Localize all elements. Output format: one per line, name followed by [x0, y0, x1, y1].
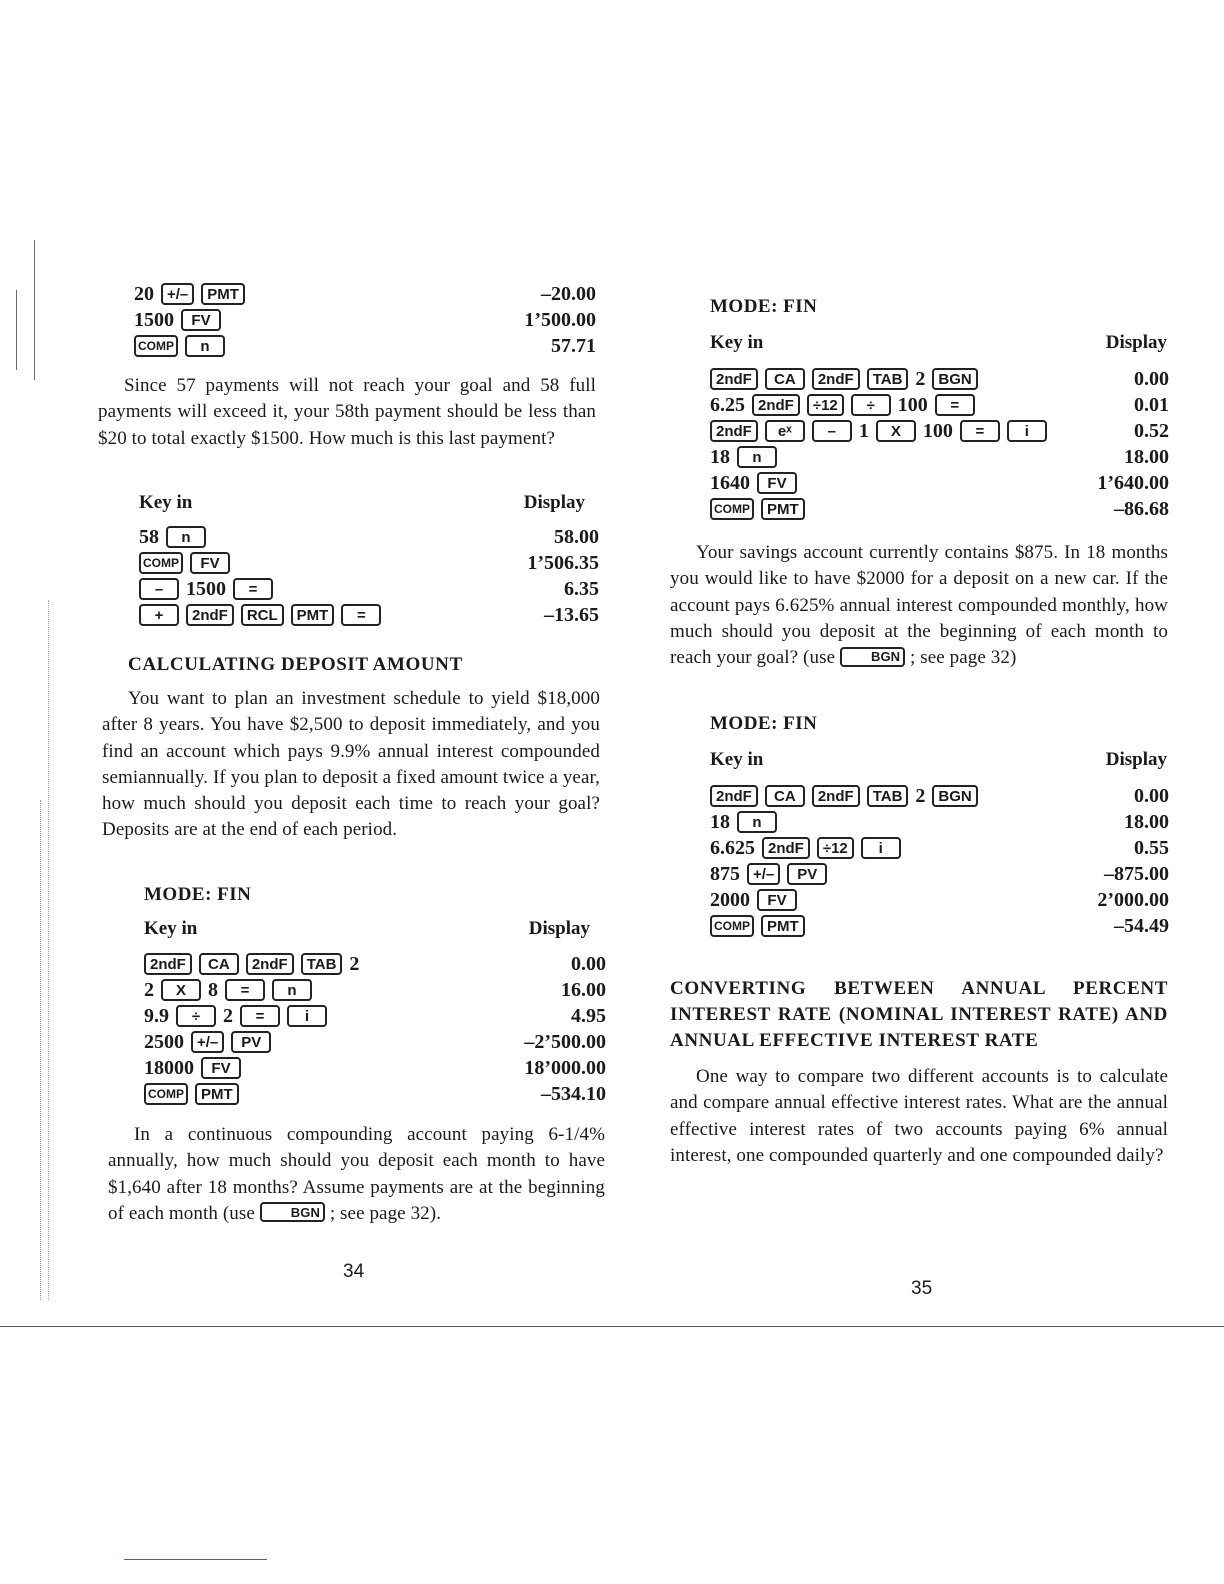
- calculator-key: PV: [231, 1031, 271, 1053]
- key-sequence: [134, 309, 221, 332]
- calculator-key: FV: [181, 309, 221, 331]
- calculator-key: COMP: [710, 498, 754, 520]
- key-sequence-row: [139, 602, 599, 628]
- key-sequence: [144, 979, 312, 1002]
- binding-edge-mark: [40, 800, 41, 1300]
- key-sequence-row: [144, 1029, 606, 1055]
- key-sequence-row: [139, 524, 599, 550]
- calculator-key: COMP: [144, 1083, 188, 1105]
- key-sequence-row: [710, 366, 1169, 392]
- right-table2-header: [710, 749, 1167, 771]
- calculator-key: TAB: [301, 953, 343, 975]
- calculator-key: X: [876, 420, 916, 442]
- display-value: 1’506.35: [527, 551, 599, 574]
- paragraph-text: In a continuous compounding account paying 6-1/4% annually, how much should you deposit each month to have $1,640 after 18 months? Assume payments are at the beginning of each month (use: [108, 1124, 605, 1224]
- key-sequence-row: [710, 809, 1169, 835]
- binding-edge-mark: [16, 290, 17, 370]
- left-table2-header: [144, 918, 590, 940]
- key-entry-number: 2: [223, 1004, 233, 1027]
- key-sequence-row: [144, 951, 606, 977]
- key-sequence-row: [710, 418, 1169, 444]
- key-sequence-row: [710, 470, 1169, 496]
- key-sequence: [144, 1057, 241, 1080]
- calculator-key: =: [240, 1005, 280, 1027]
- calculator-key: =: [935, 394, 975, 416]
- calculator-key: –: [139, 578, 179, 600]
- key-sequence-row: [134, 281, 596, 307]
- calculator-key: eˣ: [765, 420, 805, 442]
- key-entry-number: 1500: [134, 308, 174, 331]
- display-label: Display: [1105, 749, 1167, 770]
- display-value: 18’000.00: [524, 1056, 606, 1079]
- key-sequence: [710, 472, 797, 495]
- calculator-key: n: [272, 979, 312, 1001]
- key-sequence-row: [134, 307, 596, 333]
- left-table2-rows: [144, 951, 606, 1107]
- key-entry-number: 18: [710, 810, 730, 833]
- key-sequence-row: [139, 550, 599, 576]
- calculator-key: +: [139, 604, 179, 626]
- key-sequence: [139, 526, 206, 549]
- key-sequence: [144, 1083, 239, 1105]
- display-value: 57.71: [551, 334, 596, 357]
- calculator-key: CA: [199, 953, 239, 975]
- display-value: 18.00: [1124, 810, 1169, 833]
- calculator-key: PMT: [201, 283, 245, 305]
- calculator-key: COMP: [139, 552, 183, 574]
- key-sequence: [139, 578, 273, 601]
- display-value: –54.49: [1114, 914, 1169, 937]
- key-sequence: [710, 420, 1047, 443]
- key-sequence: [710, 863, 827, 886]
- key-sequence: [710, 498, 805, 520]
- calculator-key: PMT: [291, 604, 335, 626]
- right-table1-rows: [710, 366, 1169, 522]
- display-value: –86.68: [1114, 497, 1169, 520]
- calculator-key: =: [960, 420, 1000, 442]
- section-heading-deposit: CALCULATING DEPOSIT AMOUNT: [128, 654, 463, 675]
- display-value: 6.35: [564, 577, 599, 600]
- key-sequence: [139, 552, 230, 574]
- key-sequence: [134, 335, 225, 357]
- calculator-key: 2ndF: [762, 837, 810, 859]
- bgn-key: BGN: [260, 1202, 325, 1222]
- key-sequence-row: [134, 333, 596, 359]
- key-sequence-row: [144, 1081, 606, 1107]
- key-sequence: [144, 1031, 271, 1054]
- calculator-key: COMP: [710, 915, 754, 937]
- calculator-key: 2ndF: [144, 953, 192, 975]
- key-entry-number: 6.625: [710, 836, 755, 859]
- display-value: 1’640.00: [1097, 471, 1169, 494]
- display-label: Display: [1105, 332, 1167, 353]
- calculator-key: CA: [765, 368, 805, 390]
- right-table2-rows: [710, 783, 1169, 939]
- calculator-key: FV: [757, 889, 797, 911]
- key-in-label: Key in: [139, 492, 193, 513]
- page-number: 34: [343, 1261, 365, 1282]
- key-entry-number: 8: [208, 978, 218, 1001]
- paragraph-text: ; see page 32).: [329, 1202, 442, 1224]
- display-value: 2’000.00: [1097, 888, 1169, 911]
- key-sequence-row: [144, 1003, 606, 1029]
- key-in-label: Key in: [144, 918, 198, 939]
- right-paragraph-1: [670, 540, 1168, 671]
- calculator-key: 2ndF: [710, 785, 758, 807]
- key-sequence-row: [144, 1055, 606, 1081]
- calculator-key: +/–: [191, 1031, 224, 1053]
- calculator-key: 2ndF: [186, 604, 234, 626]
- key-sequence-row: [144, 977, 606, 1003]
- calculator-key: 2ndF: [710, 420, 758, 442]
- calculator-key: 2ndF: [752, 394, 800, 416]
- calculator-key: n: [737, 446, 777, 468]
- key-sequence-row: [710, 392, 1169, 418]
- key-entry-number: 1500: [186, 577, 226, 600]
- mode-label: MODE: FIN: [710, 296, 818, 317]
- calculator-key: RCL: [241, 604, 284, 626]
- calculator-key: ÷12: [807, 394, 844, 416]
- calculator-key: PMT: [761, 498, 805, 520]
- display-value: 16.00: [561, 978, 606, 1001]
- key-entry-number: 1640: [710, 471, 750, 494]
- calculator-key: i: [861, 837, 901, 859]
- display-value: 1’500.00: [524, 308, 596, 331]
- calculator-key: BGN: [932, 368, 977, 390]
- calculator-key: PMT: [195, 1083, 239, 1105]
- calculator-key: n: [185, 335, 225, 357]
- key-in-label: Key in: [710, 332, 764, 353]
- left-paragraph-3: [108, 1122, 605, 1227]
- key-sequence: [144, 953, 359, 976]
- calculator-key: i: [287, 1005, 327, 1027]
- display-value: –13.65: [544, 603, 599, 626]
- page-number: 35: [911, 1278, 933, 1299]
- mode-label: MODE: FIN: [144, 884, 252, 905]
- key-entry-number: 20: [134, 282, 154, 305]
- calculator-key: +/–: [747, 863, 780, 885]
- calculator-key: 2ndF: [246, 953, 294, 975]
- right-page: [612, 0, 1224, 1584]
- calculator-key: n: [737, 811, 777, 833]
- display-value: –20.00: [541, 282, 596, 305]
- key-sequence-row: [710, 444, 1169, 470]
- key-sequence: [710, 394, 975, 417]
- key-sequence: [134, 283, 245, 306]
- display-value: 0.55: [1134, 836, 1169, 859]
- key-entry-number: 58: [139, 525, 159, 548]
- calculator-key: =: [225, 979, 265, 1001]
- calculator-key: FV: [757, 472, 797, 494]
- calculator-key: BGN: [932, 785, 977, 807]
- calculator-key: TAB: [867, 785, 909, 807]
- key-entry-number: 2: [144, 978, 154, 1001]
- key-sequence-row: [710, 861, 1169, 887]
- key-entry-number: 6.25: [710, 393, 745, 416]
- key-sequence-row: [710, 496, 1169, 522]
- calculator-key: 2ndF: [812, 368, 860, 390]
- calculator-key: X: [161, 979, 201, 1001]
- calculator-key: 2ndF: [812, 785, 860, 807]
- left-table1-rows: [139, 524, 599, 628]
- mode-label: MODE: FIN: [710, 713, 818, 734]
- key-entry-number: 2000: [710, 888, 750, 911]
- key-sequence: [710, 368, 978, 391]
- key-sequence-row: [710, 913, 1169, 939]
- calculator-key: 2ndF: [710, 368, 758, 390]
- calculator-key: ÷: [851, 394, 891, 416]
- display-label: Display: [523, 492, 585, 513]
- key-entry-number: 1: [858, 419, 869, 442]
- section-heading-converting: CONVERTING BETWEEN ANNUAL PERCENT INTEREST RATE (NOMINAL INTEREST RATE) AND ANNUAL EFFECTIVE INTEREST RATE: [670, 978, 1168, 1051]
- key-entry-number: 100: [897, 393, 928, 416]
- key-sequence: [710, 837, 901, 860]
- key-entry-number: 18: [710, 445, 730, 468]
- display-value: 4.95: [571, 1004, 606, 1027]
- display-value: 0.52: [1134, 419, 1169, 442]
- paragraph-text: ; see page 32): [910, 647, 1017, 669]
- key-sequence: [710, 446, 777, 469]
- key-entry-number: 18000: [144, 1056, 194, 1079]
- key-sequence-row: [139, 576, 599, 602]
- key-entry-number: 2500: [144, 1030, 184, 1053]
- bgn-key: BGN: [840, 647, 905, 667]
- display-value: 0.00: [571, 952, 606, 975]
- key-entry-number: 2: [915, 367, 926, 390]
- key-entry-number: 9.9: [144, 1004, 169, 1027]
- calculator-key: FV: [190, 552, 230, 574]
- paragraph-text: Your savings account currently contains $875. In 18 months you would like to have $2000 for a deposit on a new car. If the account pays 6.625% annual interest compounded monthly, how much should you deposit at the beginning of each month to reach your goal? (use: [670, 542, 1168, 669]
- calculator-key: n: [166, 526, 206, 548]
- display-value: 18.00: [1124, 445, 1169, 468]
- key-sequence: [710, 889, 797, 912]
- right-paragraph-2: One way to compare two different accounts is to calculate and compare annual effective interest rates. What are the annual effective interest rates of two accounts paying 6% annual interest, one compounded quarterly and one compounded daily?: [670, 1066, 1168, 1166]
- display-value: –2’500.00: [524, 1030, 606, 1053]
- top-key-sequence: [134, 281, 596, 359]
- blue-underline: [124, 1559, 267, 1560]
- calculator-key: TAB: [867, 368, 909, 390]
- calculator-key: i: [1007, 420, 1047, 442]
- key-sequence: [710, 915, 805, 937]
- key-sequence: [710, 785, 978, 808]
- calculator-key: FV: [201, 1057, 241, 1079]
- calculator-key: ÷12: [817, 837, 854, 859]
- key-entry-number: 875: [710, 862, 740, 885]
- display-value: 0.00: [1134, 784, 1169, 807]
- key-sequence-row: [710, 887, 1169, 913]
- calculator-key: =: [341, 604, 381, 626]
- calculator-key: PMT: [761, 915, 805, 937]
- key-sequence: [139, 604, 381, 626]
- display-value: 0.00: [1134, 367, 1169, 390]
- left-table1-header: [139, 492, 585, 514]
- key-entry-number: 2: [915, 784, 926, 807]
- calculator-key: PV: [787, 863, 827, 885]
- display-value: 0.01: [1134, 393, 1169, 416]
- left-paragraph-2: You want to plan an investment schedule to yield $18,000 after 8 years. You have $2,500 to deposit immediately, and you find an account which pays 9.9% annual interest compounded semiannually. If you plan to deposit a fixed amount twice a year, how much should you deposit each time to reach your goal? Deposits are at the end of each period.: [102, 688, 600, 841]
- calculator-key: –: [812, 420, 852, 442]
- key-in-label: Key in: [710, 749, 764, 770]
- binding-edge-mark: [48, 600, 49, 1300]
- key-sequence-row: [710, 835, 1169, 861]
- key-entry-number: 2: [349, 952, 360, 975]
- calculator-key: ÷: [176, 1005, 216, 1027]
- page-bottom-rule: [0, 1326, 1224, 1327]
- calculator-key: =: [233, 578, 273, 600]
- right-table1-header: [710, 332, 1167, 354]
- key-entry-number: 100: [922, 419, 953, 442]
- calculator-key: CA: [765, 785, 805, 807]
- key-sequence-row: [710, 783, 1169, 809]
- calculator-key: COMP: [134, 335, 178, 357]
- display-value: –534.10: [541, 1082, 606, 1105]
- display-value: 58.00: [554, 525, 599, 548]
- key-sequence: [710, 811, 777, 834]
- binding-edge-mark: [34, 240, 35, 380]
- display-value: –875.00: [1104, 862, 1169, 885]
- key-sequence: [144, 1005, 327, 1028]
- display-label: Display: [528, 918, 590, 939]
- left-paragraph-1: Since 57 payments will not reach your goal and 58 full payments will exceed it, your 58th payment should be less than $20 to total exactly $1500. How much is this last payment?: [98, 375, 596, 449]
- calculator-key: +/–: [161, 283, 194, 305]
